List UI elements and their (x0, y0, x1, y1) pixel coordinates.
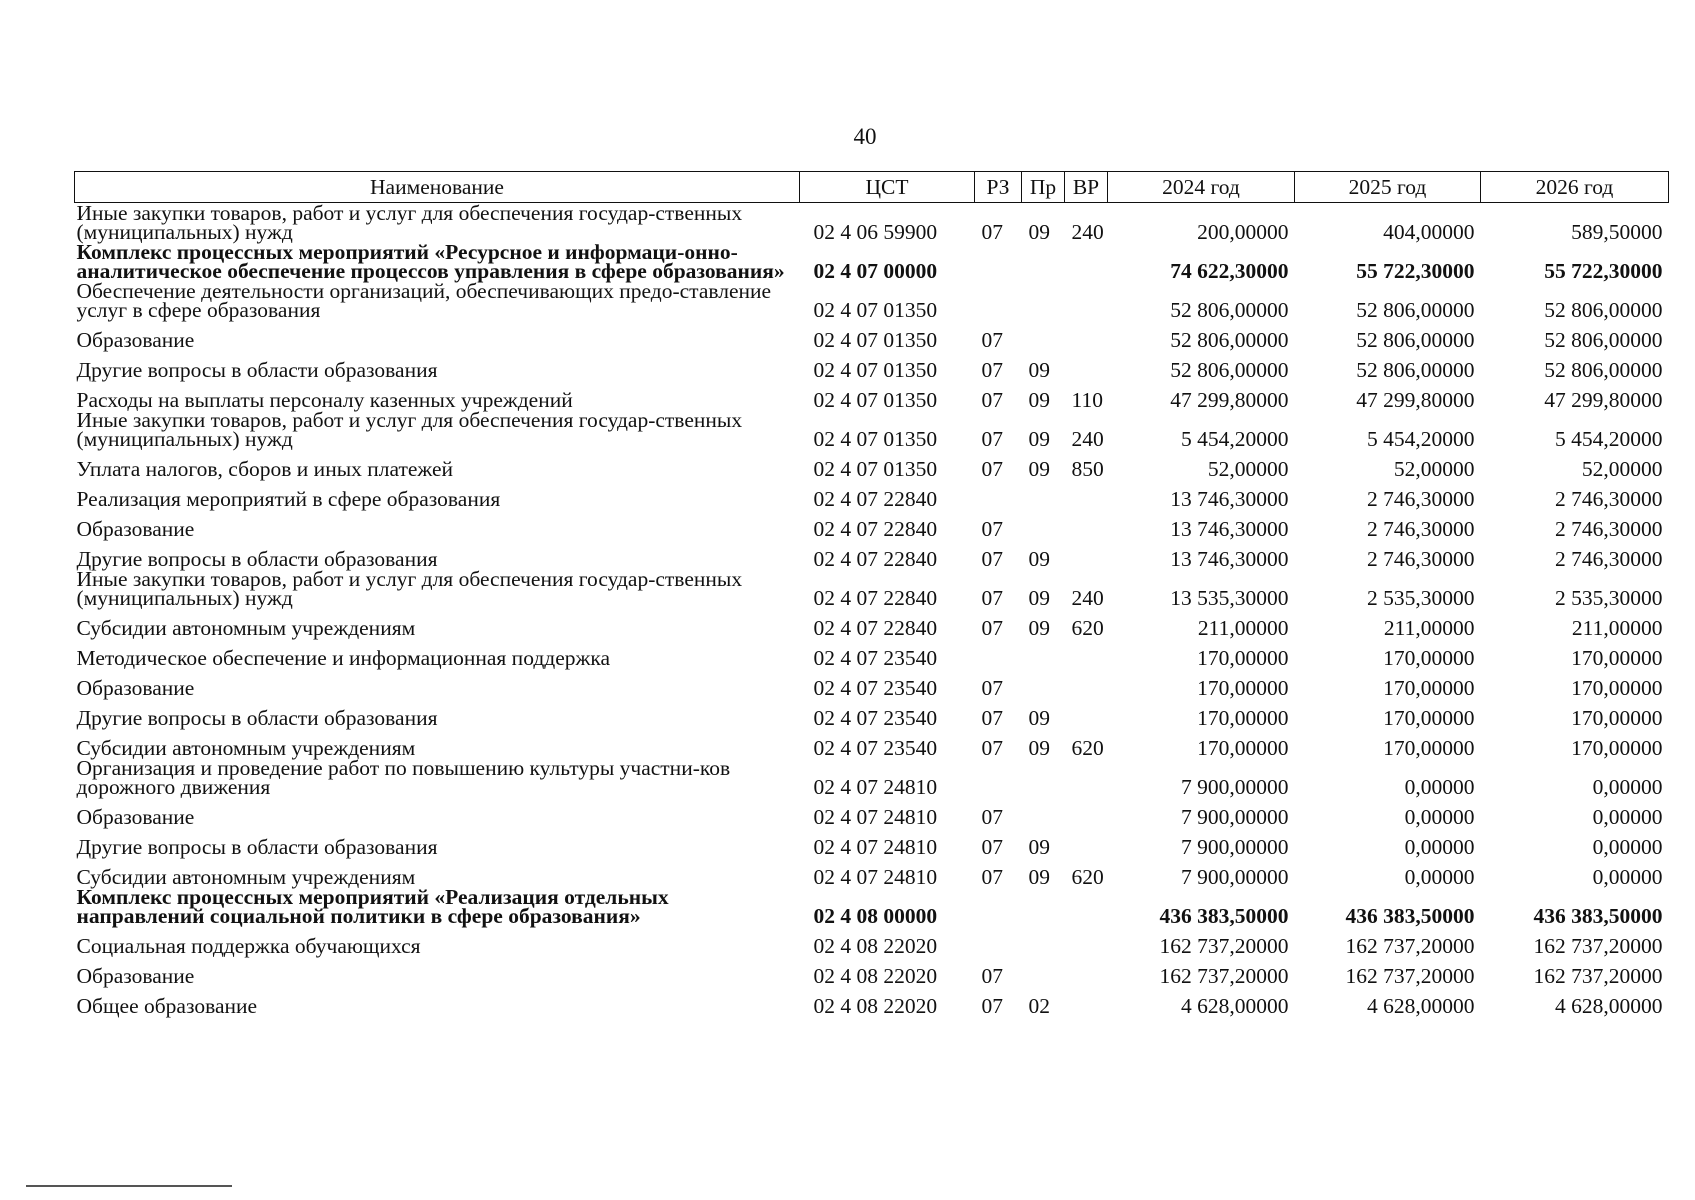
cell-2025: 0,00000 (1404, 775, 1475, 799)
cell-2025: 436 383,50000 (1345, 904, 1475, 928)
cell-2024: 74 622,30000 (1170, 259, 1289, 283)
header-name: Наименование (75, 172, 800, 203)
table-row (75, 203, 1669, 243)
cell-pr: 09 (1028, 865, 1050, 889)
cell-pr: 09 (1028, 616, 1050, 640)
cell-2024: 7 900,00000 (1181, 805, 1289, 829)
cell-cst: 02 4 07 01350 (813, 427, 938, 451)
table-row-section (75, 887, 1669, 926)
cell-name: Обеспечение деятельности организаций, обеспечивающих предо-ставление услуг в сфере образования (76, 279, 772, 322)
cell-2026: 589,50000 (1571, 220, 1663, 244)
cell-name: Субсидии автономным учреждениям (76, 736, 416, 760)
table-row (75, 758, 1669, 797)
cell-cst: 02 4 07 24810 (813, 865, 938, 889)
cell-2025: 2 535,30000 (1367, 586, 1475, 610)
cell-name: Иные закупки товаров, работ и услуг для обеспечения государ-ственных (муниципальных) нужд (76, 567, 743, 610)
cell-vr (1065, 827, 1108, 857)
cell-2024: 52 806,00000 (1170, 298, 1289, 322)
cell-cst: 02 4 08 22020 (813, 964, 938, 988)
cell-name: Комплекс процессных мероприятий «Ресурсное и информаци-онно-аналитическое обеспечение процессов управления в сфере образования» (76, 240, 785, 283)
cell-pr (1022, 242, 1065, 281)
cell-2026: 52 806,00000 (1544, 298, 1663, 322)
table-row (75, 827, 1669, 857)
table-row (75, 410, 1669, 449)
cell-pr (1022, 320, 1065, 350)
cell-rz: 07 (981, 706, 1003, 730)
cell-2026: 0,00000 (1592, 805, 1663, 829)
cell-2025: 170,00000 (1383, 676, 1475, 700)
cell-2025: 2 746,30000 (1367, 487, 1475, 511)
cell-rz: 07 (981, 736, 1003, 760)
cell-2026: 170,00000 (1571, 706, 1663, 730)
cell-cst: 02 4 07 22840 (813, 616, 938, 640)
cell-vr (1065, 668, 1108, 698)
cell-pr: 09 (1028, 586, 1050, 610)
cell-cst: 02 4 06 59900 (813, 220, 938, 244)
table-row (75, 668, 1669, 698)
cell-2025: 0,00000 (1404, 805, 1475, 829)
cell-pr (1022, 758, 1065, 797)
table-row (75, 449, 1669, 479)
cell-2024: 7 900,00000 (1181, 865, 1289, 889)
cell-rz (975, 281, 1022, 320)
header-rz: РЗ (975, 172, 1022, 203)
cell-2025: 170,00000 (1383, 736, 1475, 760)
cell-vr: 620 (1071, 616, 1104, 640)
cell-name: Другие вопросы в области образования (76, 358, 438, 382)
cell-2025: 52 806,00000 (1356, 358, 1475, 382)
cell-vr (1065, 479, 1108, 509)
cell-2024: 162 737,20000 (1159, 934, 1289, 958)
cell-2026: 2 746,30000 (1555, 487, 1663, 511)
table-body (75, 203, 1669, 1017)
cell-pr (1022, 797, 1065, 827)
table-row (75, 728, 1669, 758)
cell-2024: 47 299,80000 (1170, 388, 1289, 412)
cell-name: Другие вопросы в области образования (76, 547, 438, 571)
cell-pr: 09 (1028, 388, 1050, 412)
cell-vr (1065, 539, 1108, 569)
cell-2026: 2 535,30000 (1555, 586, 1663, 610)
cell-cst: 02 4 07 01350 (813, 457, 938, 481)
scan-artifact-line (26, 1185, 232, 1187)
cell-name: Другие вопросы в области образования (76, 835, 438, 859)
cell-2026: 211,00000 (1571, 616, 1663, 640)
cell-2026: 170,00000 (1571, 736, 1663, 760)
cell-2025: 52,00000 (1393, 457, 1475, 481)
cell-pr (1022, 509, 1065, 539)
cell-2024: 52,00000 (1207, 457, 1289, 481)
cell-2026: 52 806,00000 (1544, 328, 1663, 352)
table-row (75, 350, 1669, 380)
table-row (75, 698, 1669, 728)
cell-name: Иные закупки товаров, работ и услуг для обеспечения государ-ственных (муниципальных) нужд (76, 408, 743, 451)
cell-name: Методическое обеспечение и информационная поддержка (76, 646, 611, 670)
cell-rz (975, 926, 1022, 956)
cell-name: Образование (76, 517, 195, 541)
cell-rz: 07 (981, 616, 1003, 640)
cell-name: Общее образование (76, 994, 258, 1018)
cell-cst: 02 4 07 24810 (813, 835, 938, 859)
table-row (75, 608, 1669, 638)
cell-rz: 07 (981, 964, 1003, 988)
cell-2026: 52,00000 (1581, 457, 1663, 481)
cell-vr: 620 (1071, 865, 1104, 889)
cell-pr: 09 (1028, 736, 1050, 760)
cell-vr: 240 (1071, 586, 1104, 610)
cell-2026: 0,00000 (1592, 865, 1663, 889)
cell-2026: 0,00000 (1592, 835, 1663, 859)
cell-rz: 07 (981, 994, 1003, 1018)
table-row (75, 380, 1669, 410)
cell-vr (1065, 956, 1108, 986)
cell-name: Субсидии автономным учреждениям (76, 616, 416, 640)
cell-2024: 200,00000 (1197, 220, 1289, 244)
cell-2024: 13 746,30000 (1170, 517, 1289, 541)
cell-2024: 52 806,00000 (1170, 328, 1289, 352)
cell-cst: 02 4 08 00000 (813, 904, 938, 928)
cell-rz: 07 (981, 220, 1003, 244)
cell-2025: 2 746,30000 (1367, 547, 1475, 571)
cell-vr: 850 (1071, 457, 1104, 481)
cell-2026: 4 628,00000 (1555, 994, 1663, 1018)
cell-cst: 02 4 07 22840 (813, 517, 938, 541)
cell-vr (1065, 926, 1108, 956)
cell-rz: 07 (981, 358, 1003, 382)
cell-2024: 52 806,00000 (1170, 358, 1289, 382)
table-row (75, 281, 1669, 320)
table-row (75, 539, 1669, 569)
cell-rz: 07 (981, 328, 1003, 352)
cell-pr: 09 (1028, 220, 1050, 244)
cell-cst: 02 4 08 22020 (813, 934, 938, 958)
table-row (75, 797, 1669, 827)
cell-name: Другие вопросы в области образования (76, 706, 438, 730)
cell-rz: 07 (981, 835, 1003, 859)
cell-2025: 2 746,30000 (1367, 517, 1475, 541)
cell-cst: 02 4 07 22840 (813, 547, 938, 571)
cell-2026: 55 722,30000 (1544, 259, 1663, 283)
cell-rz: 07 (981, 457, 1003, 481)
header-2025: 2025 год (1295, 172, 1481, 203)
cell-rz: 07 (981, 427, 1003, 451)
cell-name: Организация и проведение работ по повышению культуры участни-ков дорожного движения (76, 756, 731, 799)
cell-name: Социальная поддержка обучающихся (76, 934, 421, 958)
cell-name: Образование (76, 676, 195, 700)
cell-name: Иные закупки товаров, работ и услуг для обеспечения государ-ственных (муниципальных) нужд (76, 201, 743, 244)
cell-2026: 2 746,30000 (1555, 547, 1663, 571)
cell-cst: 02 4 07 01350 (813, 298, 938, 322)
cell-vr (1065, 698, 1108, 728)
cell-2025: 47 299,80000 (1356, 388, 1475, 412)
cell-name: Образование (76, 805, 195, 829)
cell-2026: 170,00000 (1571, 646, 1663, 670)
cell-rz (975, 479, 1022, 509)
cell-rz: 07 (981, 388, 1003, 412)
cell-pr (1022, 281, 1065, 320)
cell-2026: 5 454,20000 (1555, 427, 1663, 451)
cell-pr: 09 (1028, 547, 1050, 571)
cell-name: Реализация мероприятий в сфере образования (76, 487, 501, 511)
cell-cst: 02 4 07 01350 (813, 358, 938, 382)
cell-vr (1065, 242, 1108, 281)
cell-name: Уплата налогов, сборов и иных платежей (76, 457, 454, 481)
table-header-row (75, 172, 1669, 203)
cell-rz: 07 (981, 865, 1003, 889)
cell-2025: 52 806,00000 (1356, 328, 1475, 352)
cell-name: Комплекс процессных мероприятий «Реализация отдельных направлений социальной политики в сфере образования» (76, 885, 669, 928)
cell-vr (1065, 320, 1108, 350)
table-row-section (75, 242, 1669, 281)
cell-cst: 02 4 07 23540 (813, 706, 938, 730)
cell-name: Образование (76, 964, 195, 988)
cell-rz (975, 638, 1022, 668)
header-pr: Пр (1022, 172, 1065, 203)
table-row (75, 320, 1669, 350)
cell-cst: 02 4 07 23540 (813, 676, 938, 700)
cell-rz (975, 242, 1022, 281)
cell-2026: 2 746,30000 (1555, 517, 1663, 541)
cell-2024: 162 737,20000 (1159, 964, 1289, 988)
cell-pr: 02 (1028, 994, 1050, 1018)
cell-pr (1022, 479, 1065, 509)
budget-table (74, 171, 1669, 1016)
cell-2026: 162 737,20000 (1533, 964, 1663, 988)
cell-vr (1065, 758, 1108, 797)
cell-2024: 13 746,30000 (1170, 487, 1289, 511)
cell-2025: 5 454,20000 (1367, 427, 1475, 451)
cell-2024: 170,00000 (1197, 706, 1289, 730)
cell-rz: 07 (981, 676, 1003, 700)
cell-vr: 240 (1071, 220, 1104, 244)
cell-2024: 7 900,00000 (1181, 775, 1289, 799)
cell-rz (975, 887, 1022, 926)
table-row (75, 509, 1669, 539)
table-row (75, 956, 1669, 986)
cell-2024: 5 454,20000 (1181, 427, 1289, 451)
cell-pr: 09 (1028, 706, 1050, 730)
cell-vr (1065, 986, 1108, 1016)
cell-2025: 0,00000 (1404, 865, 1475, 889)
cell-cst: 02 4 07 22840 (813, 487, 938, 511)
cell-vr: 240 (1071, 427, 1104, 451)
cell-2024: 170,00000 (1197, 646, 1289, 670)
header-cst: ЦСТ (800, 172, 975, 203)
cell-2025: 52 806,00000 (1356, 298, 1475, 322)
cell-2024: 170,00000 (1197, 676, 1289, 700)
cell-vr: 620 (1071, 736, 1104, 760)
cell-vr (1065, 887, 1108, 926)
cell-name: Расходы на выплаты персоналу казенных учреждений (76, 388, 573, 412)
cell-rz: 07 (981, 586, 1003, 610)
table-row (75, 857, 1669, 887)
cell-vr (1065, 509, 1108, 539)
cell-pr (1022, 956, 1065, 986)
cell-2025: 170,00000 (1383, 706, 1475, 730)
cell-2026: 170,00000 (1571, 676, 1663, 700)
cell-pr: 09 (1028, 358, 1050, 382)
cell-2025: 404,00000 (1383, 220, 1475, 244)
cell-2025: 0,00000 (1404, 835, 1475, 859)
cell-cst: 02 4 07 24810 (813, 775, 938, 799)
cell-2026: 0,00000 (1592, 775, 1663, 799)
cell-2025: 170,00000 (1383, 646, 1475, 670)
cell-cst: 02 4 07 23540 (813, 736, 938, 760)
cell-vr (1065, 638, 1108, 668)
cell-2024: 170,00000 (1197, 736, 1289, 760)
cell-pr (1022, 887, 1065, 926)
cell-pr: 09 (1028, 835, 1050, 859)
cell-2026: 47 299,80000 (1544, 388, 1663, 412)
cell-cst: 02 4 07 23540 (813, 646, 938, 670)
table-row (75, 926, 1669, 956)
cell-cst: 02 4 07 00000 (813, 259, 938, 283)
cell-cst: 02 4 07 01350 (813, 388, 938, 412)
cell-2024: 7 900,00000 (1181, 835, 1289, 859)
header-vr: ВР (1065, 172, 1108, 203)
header-2024: 2024 год (1108, 172, 1295, 203)
cell-vr (1065, 350, 1108, 380)
cell-2024: 436 383,50000 (1159, 904, 1289, 928)
cell-2025: 55 722,30000 (1356, 259, 1475, 283)
cell-name: Субсидии автономным учреждениям (76, 865, 416, 889)
cell-vr (1065, 797, 1108, 827)
cell-2025: 162 737,20000 (1345, 934, 1475, 958)
cell-2026: 162 737,20000 (1533, 934, 1663, 958)
cell-name: Образование (76, 328, 195, 352)
header-2026: 2026 год (1481, 172, 1669, 203)
cell-2024: 211,00000 (1197, 616, 1289, 640)
cell-2024: 13 535,30000 (1170, 586, 1289, 610)
table-row (75, 986, 1669, 1016)
table-row (75, 638, 1669, 668)
cell-cst: 02 4 07 01350 (813, 328, 938, 352)
cell-2024: 13 746,30000 (1170, 547, 1289, 571)
cell-rz: 07 (981, 805, 1003, 829)
cell-pr (1022, 926, 1065, 956)
cell-pr: 09 (1028, 427, 1050, 451)
cell-rz: 07 (981, 517, 1003, 541)
cell-cst: 02 4 07 22840 (813, 586, 938, 610)
cell-2025: 4 628,00000 (1367, 994, 1475, 1018)
table-row (75, 479, 1669, 509)
cell-cst: 02 4 07 24810 (813, 805, 938, 829)
cell-cst: 02 4 08 22020 (813, 994, 938, 1018)
cell-vr: 110 (1071, 388, 1103, 412)
cell-2026: 52 806,00000 (1544, 358, 1663, 382)
cell-rz: 07 (981, 547, 1003, 571)
table-row (75, 569, 1669, 608)
cell-vr (1065, 281, 1108, 320)
cell-pr: 09 (1028, 457, 1050, 481)
cell-2024: 4 628,00000 (1181, 994, 1289, 1018)
cell-2025: 211,00000 (1383, 616, 1475, 640)
cell-2025: 162 737,20000 (1345, 964, 1475, 988)
cell-2026: 436 383,50000 (1533, 904, 1663, 928)
cell-pr (1022, 668, 1065, 698)
page-number: 40 (853, 124, 877, 149)
cell-rz (975, 758, 1022, 797)
cell-pr (1022, 638, 1065, 668)
